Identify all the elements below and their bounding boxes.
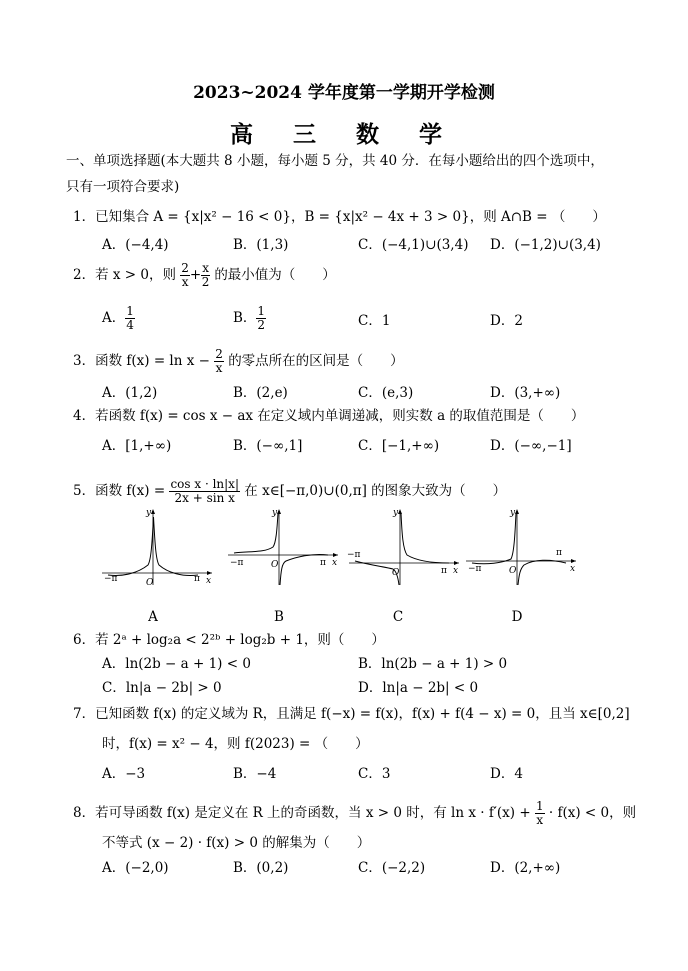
q6-option-c: C．ln|a − 2b| > 0 xyxy=(102,680,222,696)
q2-option-b xyxy=(233,305,266,332)
q5-d-origin: O xyxy=(509,566,517,576)
q2-stem-pre: 2．若 x > 0，则 xyxy=(73,267,176,283)
q3-option-b: B．(2,e) xyxy=(233,385,288,401)
question-4-stem: 4．若函数 f(x) = cos x − ax 在定义域内单调递减，则实数 a 的取值范围是（ ） xyxy=(73,408,585,424)
q8-frac-num: 1 xyxy=(535,799,544,813)
q5-stem-pre: 5．函数 f(x) = xyxy=(73,483,166,499)
q2-option-c: C．1 xyxy=(358,313,391,329)
q3-fraction xyxy=(214,348,224,375)
q2-optA-den: 4 xyxy=(126,318,134,332)
q3-option-c: C．(e,3) xyxy=(358,385,414,401)
q3-stem-pre: 3．函数 f(x) = ln x − xyxy=(73,353,210,369)
q6-option-b: B．ln(2b − a + 1) > 0 xyxy=(358,656,508,672)
q2-stem-post: 的最小值为（ ） xyxy=(214,267,336,283)
q5-frac-den: 2x + sin x xyxy=(174,491,235,505)
q2-frac2-den: 2 xyxy=(201,275,210,289)
q8-option-b: B．(0,2) xyxy=(233,860,289,876)
subject-title: 高 三 数 学 xyxy=(229,121,459,148)
q5-a-origin: O xyxy=(146,578,154,587)
q5-graph-d xyxy=(462,505,580,587)
q2-frac1-num: 2 xyxy=(181,261,189,275)
q5-label-d: D xyxy=(511,609,523,625)
question-7-stem-line1: 7．已知函数 f(x) 的定义域为 R，且满足 f(−x) = f(x)，f(x) + f(4 − x) = 0，且当 x∈[0,2] xyxy=(73,706,630,722)
q2-optB-den: 2 xyxy=(257,318,266,332)
q2-optB-num: 1 xyxy=(257,304,266,318)
q5-b-origin: O xyxy=(271,560,279,570)
q5-graph-b xyxy=(224,505,342,587)
question-3-stem xyxy=(73,348,404,375)
q2-option-b-label: B． xyxy=(233,310,257,326)
q2-fraction-2 xyxy=(201,262,210,289)
q5-c-origin: O xyxy=(392,568,400,578)
q6-option-d: D．ln|a − 2b| < 0 xyxy=(358,680,479,696)
q5-fraction xyxy=(169,478,240,505)
q2-optA-num: 1 xyxy=(126,304,134,318)
q3-frac-den: x xyxy=(215,361,223,375)
q2-option-a-fraction xyxy=(125,305,135,332)
q1-option-c: C．(−4,1)∪(3,4) xyxy=(358,237,469,253)
q4-option-d: D．(−∞,−1] xyxy=(490,438,572,454)
q8-option-c: C．(−2,2) xyxy=(358,860,426,876)
q1-option-d: D．(−1,2)∪(3,4) xyxy=(490,237,601,253)
q4-option-c: C．[−1,+∞) xyxy=(358,438,440,454)
q5-b-pi: π xyxy=(320,558,326,568)
q8-stem-pre: 8．若可导函数 f(x) 是定义在 R 上的奇函数，当 x > 0 时，有 ln x · f′(x) + xyxy=(73,805,531,821)
q2-option-b-fraction xyxy=(256,305,266,332)
q5-d-x-label: x xyxy=(570,564,576,574)
question-5-stem xyxy=(73,478,506,505)
q5-graph-c xyxy=(345,505,463,587)
question-7-stem-line2: 时，f(x) = x² − 4，则 f(2023) = （ ） xyxy=(102,736,369,752)
q7-option-b: B．−4 xyxy=(233,766,277,782)
question-8-stem-line1 xyxy=(73,800,636,827)
q5-c-neg-pi: −π xyxy=(347,550,361,560)
q5-a-y-label: y xyxy=(146,508,152,518)
q5-label-c: C xyxy=(392,609,404,625)
q6-option-a: A．ln(2b − a + 1) < 0 xyxy=(102,656,251,672)
q8-fraction xyxy=(535,800,545,827)
q8-option-a: A．(−2,0) xyxy=(102,860,169,876)
q5-c-pi: π xyxy=(441,566,447,576)
q5-a-x-label: x xyxy=(206,576,212,586)
question-8-stem-line2: 不等式 (x − 2) · f(x) > 0 的解集为（ ） xyxy=(102,835,371,851)
q5-label-a: A xyxy=(148,609,158,625)
q7-option-d: D．4 xyxy=(490,766,523,782)
q3-option-d: D．(3,+∞) xyxy=(490,385,561,401)
q2-option-a xyxy=(102,305,135,332)
q1-option-b: B．(1,3) xyxy=(233,237,289,253)
q5-a-pi: π xyxy=(194,574,200,584)
q5-d-neg-pi: −π xyxy=(468,564,482,574)
q8-frac-den: x xyxy=(536,813,544,827)
q5-stem-post: 在 x∈[−π,0)∪(0,π] 的图象大致为（ ） xyxy=(244,483,507,499)
q5-graph-a xyxy=(98,505,216,587)
q5-b-y-label: y xyxy=(272,508,278,518)
q8-stem-post: · f(x) < 0，则 xyxy=(548,805,637,821)
q5-c-y-label: y xyxy=(393,508,399,518)
q5-b-x-label: x xyxy=(332,558,338,568)
q7-option-c: C．3 xyxy=(358,766,391,782)
q2-fraction-1 xyxy=(180,262,190,289)
q5-a-neg-pi: −π xyxy=(104,574,118,584)
q5-c-x-label: x xyxy=(453,566,459,576)
q2-frac1-den: x xyxy=(181,275,189,289)
q5-d-y-label: y xyxy=(510,508,516,518)
q5-b-neg-pi: −π xyxy=(230,558,244,568)
section-instruction-line1: 一、单项选择题(本大题共 8 小题，每小题 5 分，共 40 分．在每小题给出的四个选项中， xyxy=(66,153,604,169)
q3-option-a: A．(1,2) xyxy=(102,385,158,401)
question-6-stem: 6．若 2ᵃ + log₂a < 2²ᵇ + log₂b + 1，则（ ） xyxy=(73,632,385,648)
question-1-stem: 1．已知集合 A = {x|x² − 16 < 0}，B = {x|x² − 4x + 3 > 0}，则 A∩B = （ ） xyxy=(73,209,606,225)
q1-option-a: A．(−4,4) xyxy=(102,237,169,253)
q5-d-pi: π xyxy=(556,548,562,558)
section-instruction-line2: 只有一项符合要求) xyxy=(66,179,180,195)
q5-frac-num: cos x · ln|x| xyxy=(170,477,239,491)
q2-option-d: D．2 xyxy=(490,313,523,329)
q2-plus: + xyxy=(189,267,202,283)
question-2-stem xyxy=(73,262,336,289)
q7-option-a: A．−3 xyxy=(102,766,146,782)
q2-frac2-num: x xyxy=(202,261,210,275)
q8-option-d: D．(2,+∞) xyxy=(490,860,561,876)
q4-option-a: A．[1,+∞) xyxy=(102,438,172,454)
q3-frac-num: 2 xyxy=(215,347,223,361)
exam-title: 2023~2024 学年度第一学期开学检测 xyxy=(193,83,495,103)
q2-option-a-label: A． xyxy=(102,310,126,326)
q4-option-b: B．(−∞,1] xyxy=(233,438,303,454)
q3-stem-post: 的零点所在的区间是（ ） xyxy=(228,353,404,369)
q5-label-b: B xyxy=(274,609,284,625)
